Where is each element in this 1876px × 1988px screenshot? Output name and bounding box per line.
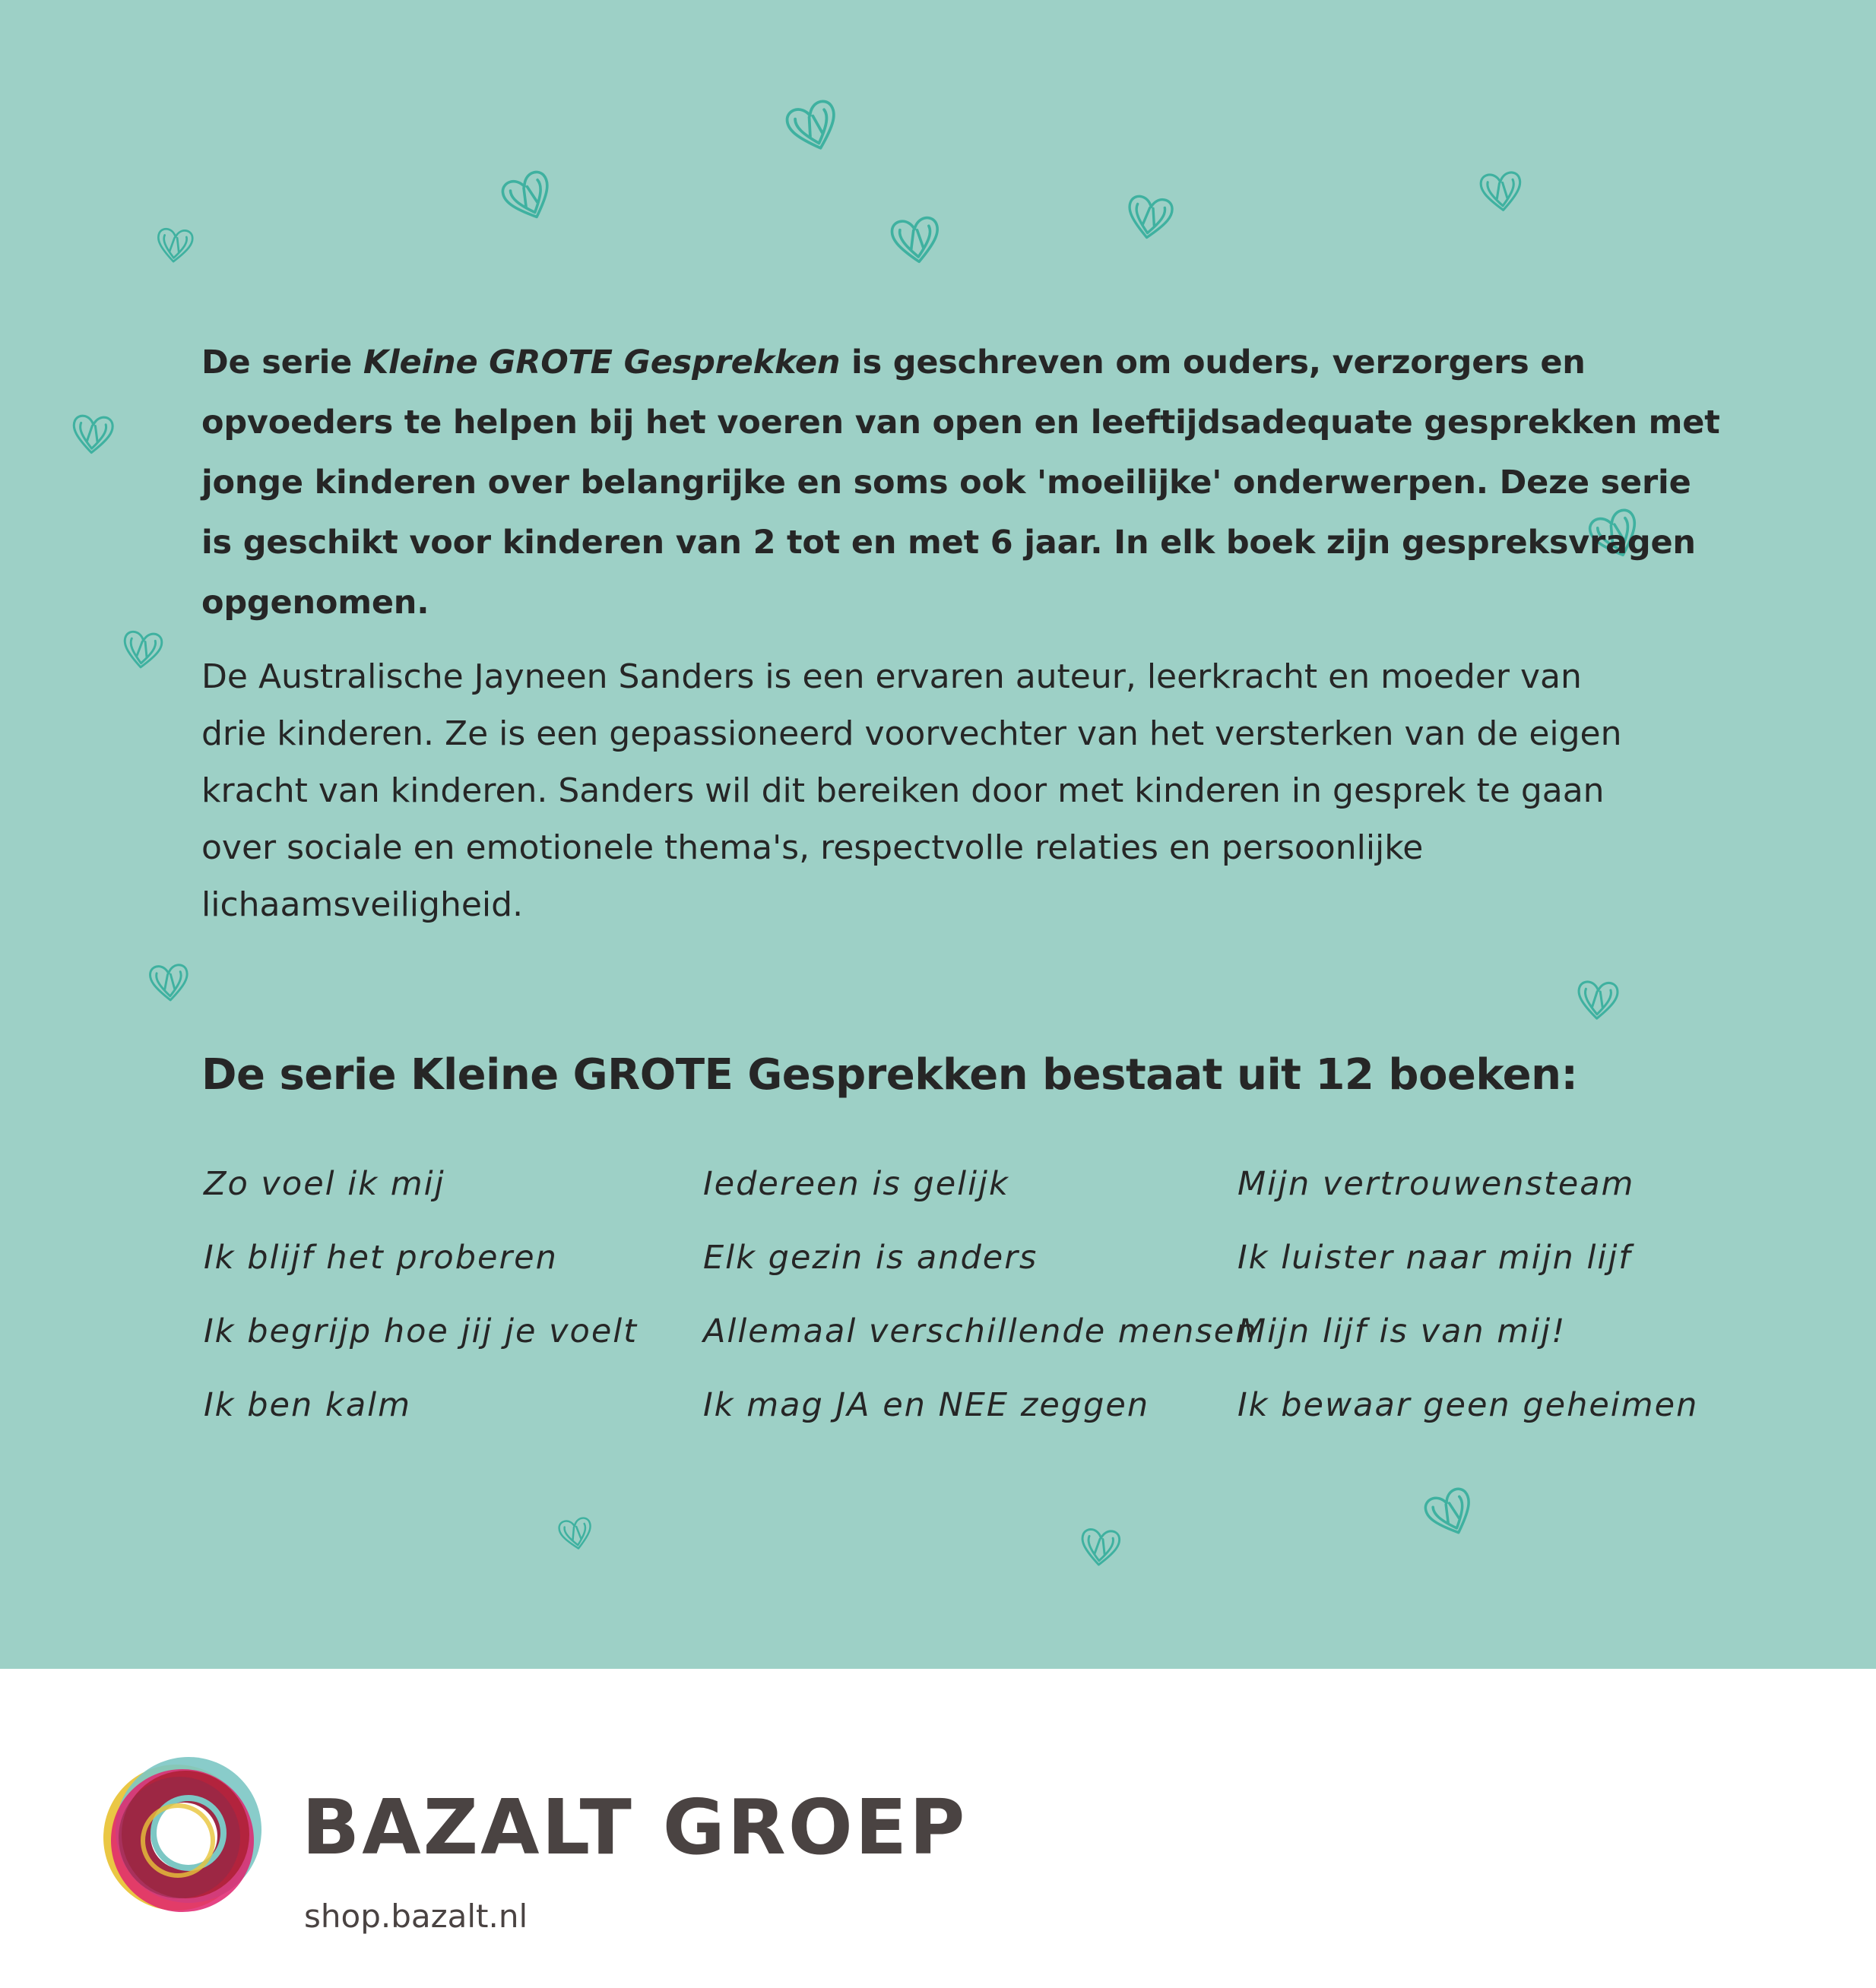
heart-icon — [772, 88, 855, 163]
book-title: Zo voel ik mij — [204, 1165, 445, 1203]
heart-icon — [880, 198, 951, 281]
heart-icon — [551, 1505, 601, 1562]
heart-icon — [150, 214, 201, 277]
intro-body-text: is geschreven om ouders, verzorgers en opvoeders te helpen bij het voeren van open en leeftijdsadequate gesprekken met jonge kinderen over belangrijke en soms ook 'moeilijke' onderwerpen. Deze serie is geschikt voor kinderen van 2 tot en met 6 jaar. In elk boek zijn gespreksvragen opgenomen. — [201, 343, 1720, 622]
book-title: Mijn vertrouwensteam — [1237, 1165, 1635, 1203]
book-list-column-3 — [1237, 1154, 1698, 1448]
author-bio-paragraph: De Australische Jayneen Sanders is een ervaren auteur, leerkracht en moeder van drie kinderen. Ze is een gepassioneerd voorvechter van het versterken van de eigen kracht van kinderen. Sanders wil dit bereiken door met kinderen in gesprek te gaan over sociale en emotionele thema's, respectvolle relaties en persoonlijke lichaamsveiligheid. — [201, 657, 1622, 924]
heart-icon — [116, 621, 170, 677]
publisher-url[interactable]: shop.bazalt.nl — [304, 1898, 528, 1935]
book-title: Ik ben kalm — [204, 1386, 412, 1424]
book-title: Ik begrijp hoe jij je voelt — [204, 1312, 639, 1350]
book-title: Mijn lijf is van mij! — [1237, 1312, 1567, 1350]
book-title: Allemaal verschillende mensen — [703, 1312, 1258, 1350]
book-title: Ik luister naar mijn lijf — [1237, 1239, 1632, 1277]
heart-icon — [1412, 1477, 1488, 1549]
book-title: Ik mag JA en NEE zeggen — [703, 1386, 1150, 1424]
heart-icon — [489, 157, 568, 236]
heart-icon — [143, 954, 196, 1009]
heart-icon — [1472, 165, 1530, 217]
heart-icon — [1117, 182, 1182, 251]
books-list-heading: De serie Kleine GROTE Gesprekken bestaat uit 12 boeken: — [201, 1050, 1578, 1100]
heart-icon — [65, 400, 121, 468]
book-title: Elk gezin is anders — [703, 1239, 1038, 1277]
series-title: Kleine GROTE Gesprekken — [363, 343, 841, 381]
bazalt-logo-icon — [84, 1740, 281, 1930]
series-intro-paragraph — [201, 333, 1722, 633]
book-list-column-2 — [703, 1154, 1258, 1448]
heart-icon — [1073, 1518, 1127, 1575]
intro-lead-text: De serie — [201, 343, 363, 381]
book-title: Iedereen is gelijk — [703, 1165, 1009, 1203]
heart-icon — [1570, 971, 1625, 1027]
publisher-name: BAZALT GROEP — [302, 1783, 968, 1872]
book-list-column-1 — [204, 1154, 638, 1448]
book-title: Ik bewaar geen geheimen — [1237, 1386, 1699, 1424]
book-title: Ik blijf het proberen — [204, 1239, 558, 1277]
